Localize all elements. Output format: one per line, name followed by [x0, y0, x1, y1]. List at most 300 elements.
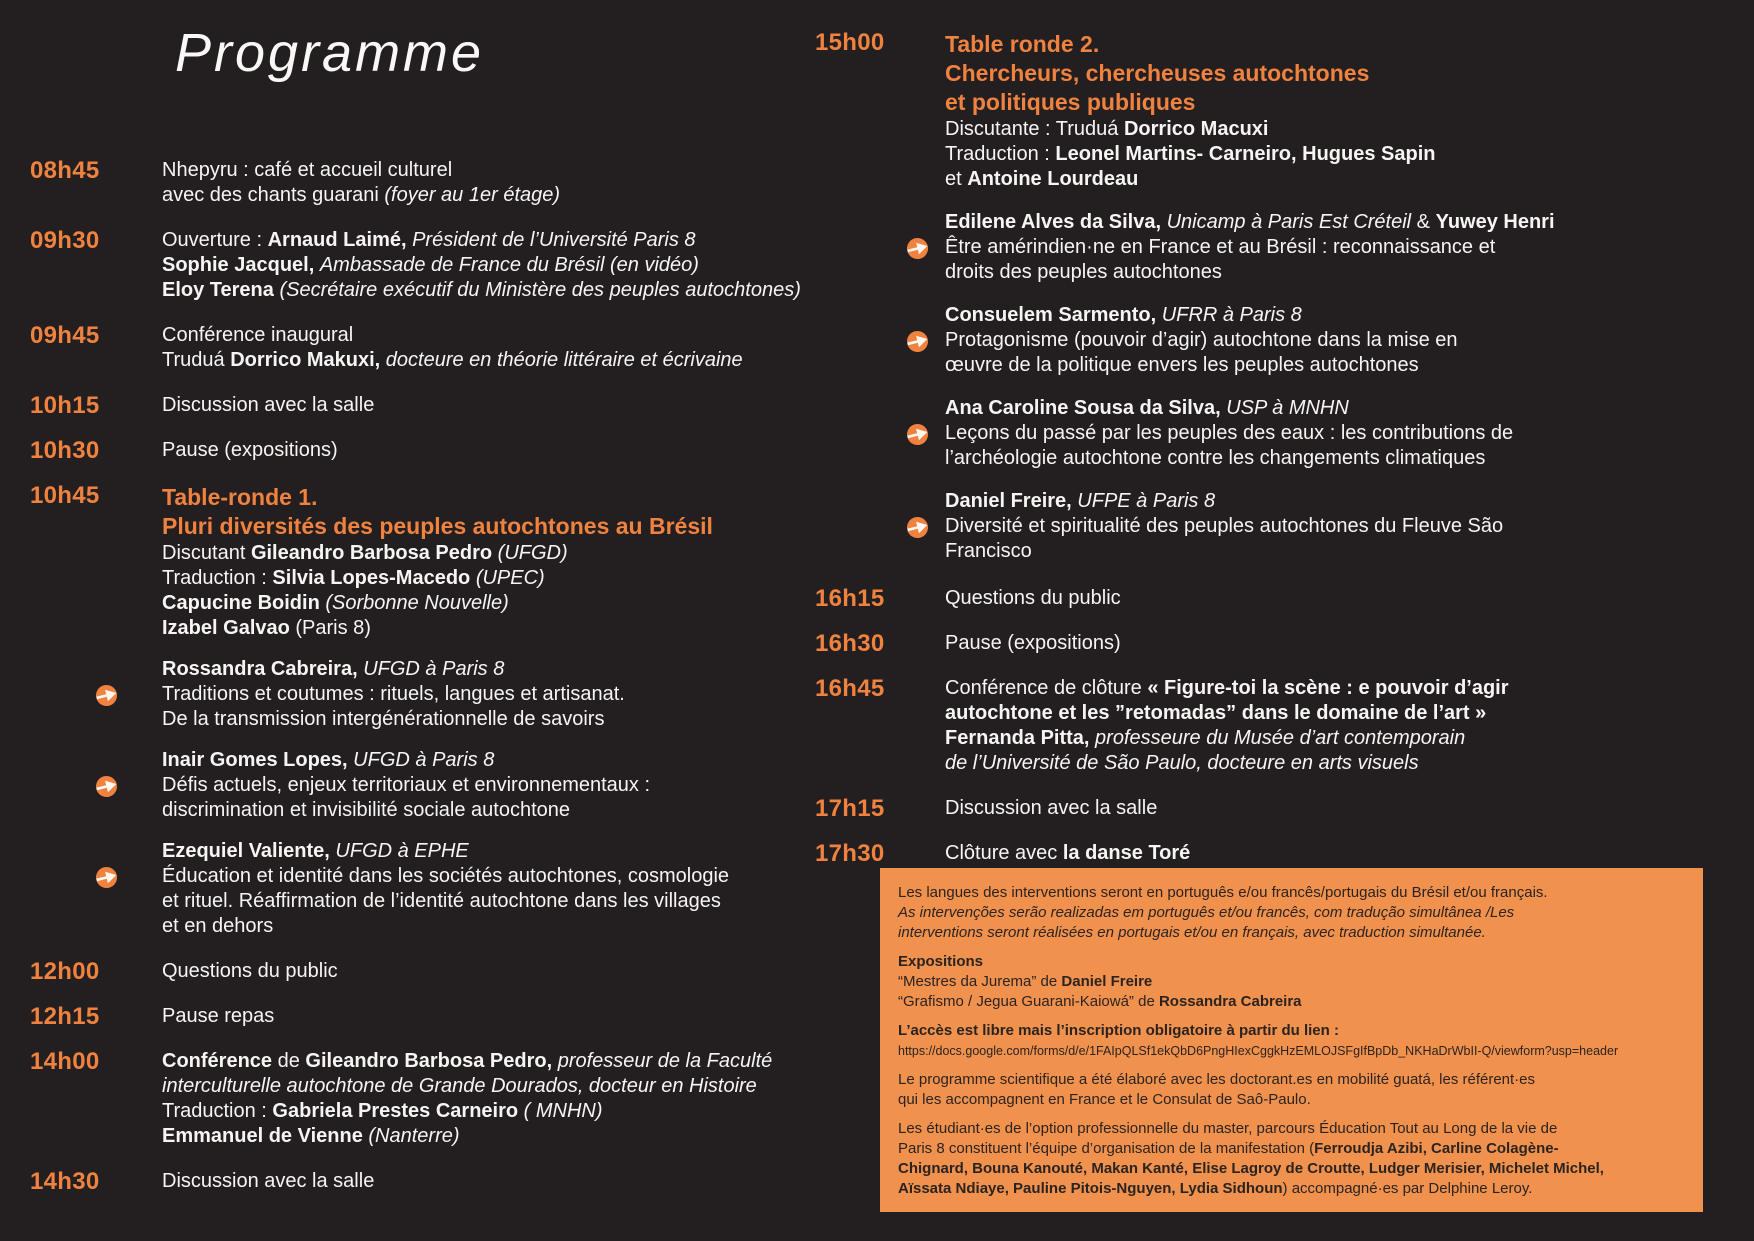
- item-gutter: [30, 1049, 162, 1149]
- text-segment: De la transmission intergénérationnelle de savoirs: [162, 708, 605, 730]
- text-segment: l’archéologie autochtone contre les changements climatiques: [945, 447, 1486, 469]
- text-segment: docteure en théorie littéraire et écrivaine: [385, 349, 743, 371]
- text-segment: Traduction :: [162, 567, 273, 589]
- program-line: [162, 1049, 860, 1074]
- info-paragraph: [898, 952, 1685, 1012]
- schedule-item: [30, 682, 860, 732]
- text-segment: Dorrico Macuxi: [1123, 118, 1269, 140]
- item-content: [945, 586, 1750, 611]
- text-segment: Izabel Galvao: [162, 617, 296, 639]
- schedule-item: [30, 773, 860, 823]
- program-line: [945, 514, 1750, 539]
- schedule-item: [815, 631, 1750, 656]
- item-gutter: [30, 1004, 162, 1029]
- text-segment: Leçons du passé par les peuples des eaux : les contributions de: [945, 422, 1514, 444]
- item-gutter: [815, 30, 945, 192]
- item-gutter: [815, 676, 945, 776]
- item-content: [945, 303, 1750, 328]
- program-line: [162, 393, 860, 418]
- text-segment: professeure du Musée d’art contemporain: [1095, 727, 1466, 749]
- time-label: 15h00: [815, 29, 885, 56]
- schedule-item: [30, 323, 860, 373]
- text-segment: droits des peuples autochtones: [945, 261, 1222, 283]
- time-label: 14h00: [30, 1048, 100, 1075]
- schedule-item: [30, 1049, 860, 1149]
- text-segment: Antoine Lourdeau: [967, 168, 1139, 190]
- text-segment: (Secrétaire exécutif du Ministère des peuples autochtones): [279, 279, 801, 301]
- schedule-item: [30, 864, 860, 939]
- text-segment: L’accès est libre mais l’inscription obligatoire à partir du lien :: [898, 1022, 1339, 1039]
- program-line: [945, 117, 1750, 142]
- text-segment: Discussion avec la salle: [945, 797, 1158, 819]
- item-gutter: [815, 841, 945, 866]
- text-segment: UFGD à Paris 8: [363, 658, 505, 680]
- program-line: [945, 539, 1750, 564]
- text-segment: Fernanda Pitta,: [945, 727, 1096, 749]
- schedule-item: [30, 483, 860, 641]
- text-segment: Clôture avec: [945, 842, 1063, 864]
- text-segment: Unicamp à Paris Est Créteil: [1166, 211, 1417, 233]
- program-line: [162, 1074, 860, 1099]
- program-line: [162, 864, 860, 889]
- text-segment: Ferroudja Azibi, Carline Colagène-: [1314, 1140, 1559, 1157]
- text-segment: Gileandro Barbosa Pedro,: [305, 1050, 558, 1072]
- item-gutter: [30, 438, 162, 463]
- text-segment: UFGD à Paris 8: [353, 749, 495, 771]
- text-segment: Capucine Boidin: [162, 592, 326, 614]
- schedule-item: [815, 676, 1750, 776]
- schedule-item: [815, 586, 1750, 611]
- program-line: [898, 1119, 1685, 1139]
- schedule-item: [30, 748, 860, 773]
- item-content: [945, 631, 1750, 656]
- schedule-item: [30, 1169, 860, 1194]
- text-segment: UFRR à Paris 8: [1161, 304, 1302, 326]
- text-segment: Pause (expositions): [945, 632, 1121, 654]
- program-line: [945, 421, 1750, 446]
- program-line: [898, 1090, 1685, 1110]
- schedule-item: [815, 235, 1750, 285]
- item-content: [162, 959, 860, 984]
- program-line: [898, 992, 1685, 1012]
- item-content: [162, 1004, 860, 1029]
- text-segment: (Paris 8): [295, 617, 371, 639]
- text-segment: qui les accompagnent en France et le Consulat de Saô-Paulo.: [898, 1091, 1311, 1108]
- item-gutter: [815, 328, 945, 378]
- schedule-item: [30, 657, 860, 682]
- program-line: [898, 883, 1685, 903]
- text-segment: Ezequiel Valiente,: [162, 840, 336, 862]
- program-line: [162, 959, 860, 984]
- text-segment: et rituel. Réaffirmation de l’identité autochtone dans les villages: [162, 890, 721, 912]
- text-segment: et: [945, 168, 968, 190]
- text-segment: Discussion avec la salle: [162, 394, 375, 416]
- text-segment: Leonel Martins- Carneiro, Hugues Sapin: [1055, 143, 1436, 165]
- item-gutter: [815, 210, 945, 235]
- text-segment: Conférence: [162, 1050, 278, 1072]
- text-segment: et politiques publiques: [945, 89, 1196, 115]
- text-segment: Questions du public: [162, 960, 338, 982]
- text-segment: “Mestres da Jurema” de: [898, 973, 1062, 990]
- text-segment: Discutant: [162, 542, 251, 564]
- item-gutter: [30, 682, 162, 732]
- text-segment: Traduction :: [162, 1100, 273, 1122]
- text-segment: Discussion avec la salle: [162, 1170, 375, 1192]
- program-line: [162, 657, 860, 682]
- text-segment: Chercheurs, chercheuses autochtones: [945, 60, 1370, 86]
- info-paragraph: [898, 1119, 1685, 1199]
- program-line: [898, 903, 1685, 923]
- schedule-column-afternoon: [815, 30, 1750, 866]
- item-gutter: [30, 657, 162, 682]
- text-segment: interventions seront réalisées en portugais et/ou en français, avec traduction simultanée.: [898, 924, 1486, 941]
- program-line: [945, 726, 1750, 751]
- text-segment: Table ronde 2.: [945, 31, 1100, 57]
- item-content: [162, 438, 860, 463]
- time-label: 10h30: [30, 437, 100, 464]
- curved-arrow-bullet-icon: [93, 864, 121, 892]
- item-gutter: [30, 323, 162, 373]
- text-segment: Président de l’Université Paris 8: [412, 229, 696, 251]
- program-line: [898, 1070, 1685, 1090]
- text-segment: &: [1416, 211, 1436, 233]
- schedule-item: [30, 158, 860, 208]
- program-line: [898, 923, 1685, 943]
- item-content: [945, 210, 1750, 235]
- curved-arrow-bullet-icon: [904, 514, 932, 542]
- text-segment: Inair Gomes Lopes,: [162, 749, 354, 771]
- time-label: 16h30: [815, 630, 885, 657]
- program-line: [162, 228, 860, 253]
- schedule-item: [30, 959, 860, 984]
- text-segment: professeur de la Faculté: [557, 1050, 773, 1072]
- program-line: [945, 631, 1750, 656]
- item-content: [945, 30, 1750, 192]
- program-line: [162, 798, 860, 823]
- time-label: 16h15: [815, 585, 885, 612]
- text-segment: ( MNHN): [523, 1100, 603, 1122]
- text-segment: USP à MNHN: [1226, 397, 1349, 419]
- item-content: [945, 676, 1750, 776]
- time-label: 08h45: [30, 157, 100, 184]
- item-content: [162, 323, 860, 373]
- text-segment: Rossandra Cabreira: [1158, 993, 1302, 1010]
- text-segment: Gileandro Barbosa Pedro: [250, 542, 498, 564]
- section-heading: [162, 512, 860, 541]
- text-segment: et en dehors: [162, 915, 274, 937]
- text-segment: Traduction :: [945, 143, 1056, 165]
- program-line: [162, 889, 860, 914]
- program-line: [162, 1004, 860, 1029]
- text-segment: ) accompagné·es par Delphine Leroy.: [1282, 1180, 1533, 1197]
- program-line: [898, 1021, 1685, 1041]
- text-segment: Diversité et spiritualité des peuples autochtones du Fleuve São: [945, 515, 1504, 537]
- time-label: 16h45: [815, 675, 885, 702]
- item-gutter: [815, 303, 945, 328]
- text-segment: « Figure-toi la scène : e pouvoir d’agir: [1147, 677, 1509, 699]
- section-heading: [945, 59, 1750, 88]
- text-segment: de: [277, 1050, 306, 1072]
- text-segment: de l’Université de São Paulo, docteure en arts visuels: [945, 752, 1419, 774]
- time-label: 14h30: [30, 1168, 100, 1195]
- text-segment: Yuwey Henri: [1435, 211, 1555, 233]
- program-line: [898, 1179, 1685, 1199]
- program-line: [162, 914, 860, 939]
- text-segment: Edilene Alves da Silva,: [945, 211, 1167, 233]
- schedule-item: [815, 796, 1750, 821]
- schedule-column-morning: [30, 158, 860, 1194]
- schedule-item: [30, 228, 860, 303]
- time-label: 09h45: [30, 322, 100, 349]
- time-label: 17h15: [815, 795, 885, 822]
- item-content: [162, 483, 860, 641]
- text-segment: Ouverture :: [162, 229, 268, 251]
- text-segment: Chignard, Bouna Kanouté, Makan Kanté, Elise Lagroy de Croutte, Ludger Merisier, Michelet Michel,: [898, 1160, 1604, 1177]
- program-line: [162, 323, 860, 348]
- program-line: [945, 796, 1750, 821]
- program-line: [945, 586, 1750, 611]
- item-gutter: [30, 393, 162, 418]
- item-gutter: [815, 586, 945, 611]
- program-line: [162, 1169, 860, 1194]
- program-line: [162, 748, 860, 773]
- item-content: [945, 514, 1750, 564]
- program-line: [162, 566, 860, 591]
- text-segment: Francisco: [945, 540, 1032, 562]
- text-segment: discrimination et invisibilité sociale autochtone: [162, 799, 570, 821]
- text-segment: Être amérindien·ne en France et au Brésil : reconnaissance et: [945, 236, 1496, 258]
- text-segment: Ambassade de France du Brésil (en vidéo): [319, 254, 699, 276]
- text-segment: Arnaud Laimé,: [267, 229, 413, 251]
- text-segment: Daniel Freire,: [945, 490, 1078, 512]
- text-segment: Conférence inaugural: [162, 324, 354, 346]
- schedule-item: [30, 1004, 860, 1029]
- schedule-item: [815, 328, 1750, 378]
- program-line: [898, 972, 1685, 992]
- text-segment: Table-ronde 1.: [162, 484, 318, 510]
- program-line: [945, 396, 1750, 421]
- text-segment: Dorrico Makuxi,: [230, 349, 386, 371]
- text-segment: Pause repas: [162, 1005, 275, 1027]
- item-gutter: [815, 489, 945, 514]
- item-content: [162, 393, 860, 418]
- program-line: [945, 353, 1750, 378]
- schedule-item: [815, 421, 1750, 471]
- text-segment: Les langues des interventions seront en português e/ou francês/portugais du Brésil et/ou français.: [898, 884, 1548, 901]
- program-line: [162, 591, 860, 616]
- text-segment: Éducation et identité dans les sociétés autochtones, cosmologie: [162, 865, 730, 887]
- text-segment: Discutante : Truduá: [945, 118, 1124, 140]
- text-segment: la danse Toré: [1062, 842, 1191, 864]
- program-line: [162, 682, 860, 707]
- text-segment: Aïssata Ndiaye, Pauline Pitois-Nguyen, Lydia Sidhoun: [898, 1180, 1283, 1197]
- section-heading: [945, 88, 1750, 117]
- text-segment: Gabriela Prestes Carneiro: [272, 1100, 524, 1122]
- item-gutter: [30, 748, 162, 773]
- text-segment: (UFGD): [497, 542, 568, 564]
- program-line: [945, 210, 1750, 235]
- info-paragraph: [898, 1070, 1685, 1110]
- item-content: [162, 657, 860, 682]
- program-line: [162, 616, 860, 641]
- text-segment: (Nanterre): [368, 1125, 460, 1147]
- program-line: [162, 253, 860, 278]
- item-gutter: [30, 1169, 162, 1194]
- schedule-item: [815, 841, 1750, 866]
- curved-arrow-bullet-icon: [904, 421, 932, 449]
- text-segment: avec des chants guarani: [162, 184, 385, 206]
- text-segment: Questions du public: [945, 587, 1121, 609]
- item-gutter: [30, 864, 162, 939]
- item-content: [162, 228, 860, 303]
- schedule-item: [30, 393, 860, 418]
- item-gutter: [815, 235, 945, 285]
- page-title: Programme: [175, 23, 485, 83]
- program-line: [162, 348, 860, 373]
- item-content: [945, 328, 1750, 378]
- time-label: 17h30: [815, 840, 885, 867]
- text-segment: https://docs.google.com/forms/d/e/1FAIpQLSf1ekQbD6PngHIexCggkHzEMLOJSFgIfBpDb_NKHaDrWbII-Q/viewform?usp=header: [898, 1044, 1619, 1058]
- text-segment: (Sorbonne Nouvelle): [325, 592, 509, 614]
- program-line: [898, 952, 1685, 972]
- info-paragraph: [898, 1021, 1685, 1061]
- program-line: [162, 1124, 860, 1149]
- program-line: [945, 142, 1750, 167]
- item-content: [162, 1169, 860, 1194]
- program-line: [945, 167, 1750, 192]
- item-gutter: [30, 483, 162, 641]
- text-segment: Daniel Freire: [1061, 973, 1153, 990]
- text-segment: interculturelle autochtone de Grande Dourados, docteur en Histoire: [162, 1075, 757, 1097]
- program-line: [162, 1099, 860, 1124]
- curved-arrow-bullet-icon: [93, 773, 121, 801]
- text-segment: Conférence de clôture: [945, 677, 1148, 699]
- item-gutter: [815, 514, 945, 564]
- text-segment: Rossandra Cabreira,: [162, 658, 364, 680]
- text-segment: Consuelem Sarmento,: [945, 304, 1162, 326]
- text-segment: Sophie Jacquel,: [162, 254, 320, 276]
- program-line: [945, 489, 1750, 514]
- program-line: [945, 328, 1750, 353]
- program-line: [898, 1139, 1685, 1159]
- time-label: 10h45: [30, 482, 100, 509]
- text-segment: Expositions: [898, 953, 984, 970]
- schedule-item: [815, 396, 1750, 421]
- program-line: [162, 183, 860, 208]
- program-line: [898, 1159, 1685, 1179]
- program-line: [945, 701, 1750, 726]
- item-gutter: [815, 796, 945, 821]
- schedule-item: [815, 303, 1750, 328]
- program-line: [162, 707, 860, 732]
- item-gutter: [30, 158, 162, 208]
- item-content: [162, 682, 860, 732]
- text-segment: Pause (expositions): [162, 439, 338, 461]
- text-segment: œuvre de la politique envers les peuples autochtones: [945, 354, 1419, 376]
- time-label: 10h15: [30, 392, 100, 419]
- item-content: [945, 235, 1750, 285]
- text-segment: Truduá: [162, 349, 231, 371]
- item-content: [945, 396, 1750, 421]
- text-segment: UFGD à EPHE: [335, 840, 469, 862]
- item-content: [162, 158, 860, 208]
- program-line: [945, 751, 1750, 776]
- section-heading: [162, 483, 860, 512]
- schedule-item: [30, 438, 860, 463]
- program-line: [162, 158, 860, 183]
- program-line: [945, 260, 1750, 285]
- text-segment: Eloy Terena: [162, 279, 280, 301]
- curved-arrow-bullet-icon: [904, 235, 932, 263]
- item-content: [945, 796, 1750, 821]
- text-segment: Défis actuels, enjeux territoriaux et environnementaux :: [162, 774, 651, 796]
- item-content: [162, 748, 860, 773]
- schedule-item: [30, 839, 860, 864]
- program-line: [945, 446, 1750, 471]
- program-line: [162, 541, 860, 566]
- program-line: [945, 303, 1750, 328]
- registration-link[interactable]: [898, 1041, 1685, 1061]
- text-segment: autochtone et les ”retomadas” dans le domaine de l’art »: [945, 702, 1487, 724]
- item-content: [162, 1049, 860, 1149]
- text-segment: Nhepyru : café et accueil culturel: [162, 159, 453, 181]
- schedule-item: [815, 489, 1750, 514]
- program-line: [162, 839, 860, 864]
- program-line: [945, 841, 1750, 866]
- info-paragraph: [898, 883, 1685, 943]
- text-segment: Protagonisme (pouvoir d’agir) autochtone dans la mise en: [945, 329, 1458, 351]
- schedule-item: [815, 210, 1750, 235]
- time-label: 09h30: [30, 227, 100, 254]
- text-segment: Les étudiant·es de l’option professionnelle du master, parcours Éducation Tout au Long de la vie de: [898, 1120, 1558, 1137]
- time-label: 12h00: [30, 958, 100, 985]
- text-segment: (foyer au 1er étage): [384, 184, 561, 206]
- item-content: [945, 489, 1750, 514]
- item-gutter: [815, 631, 945, 656]
- program-line: [945, 235, 1750, 260]
- program-line: [162, 438, 860, 463]
- text-segment: Traditions et coutumes : rituels, langues et artisanat.: [162, 683, 625, 705]
- item-content: [945, 421, 1750, 471]
- item-content: [945, 841, 1750, 866]
- text-segment: Ana Caroline Sousa da Silva,: [945, 397, 1227, 419]
- item-content: [162, 839, 860, 864]
- program-line: [162, 278, 860, 303]
- curved-arrow-bullet-icon: [93, 682, 121, 710]
- section-heading: [945, 30, 1750, 59]
- text-segment: “Grafismo / Jegua Guarani-Kaiowá” de: [898, 993, 1159, 1010]
- text-segment: Pluri diversités des peuples autochtones au Brésil: [162, 513, 713, 539]
- text-segment: Paris 8 constituent l’équipe d’organisation de la manifestation (: [898, 1140, 1315, 1157]
- text-segment: UFPE à Paris 8: [1077, 490, 1216, 512]
- item-gutter: [30, 773, 162, 823]
- item-content: [162, 773, 860, 823]
- item-gutter: [30, 959, 162, 984]
- info-box: [880, 868, 1703, 1212]
- item-gutter: [815, 421, 945, 471]
- text-segment: (UPEC): [475, 567, 545, 589]
- item-gutter: [815, 396, 945, 421]
- text-segment: As intervenções serão realizadas em português et/ou francês, com tradução simultânea /Les: [898, 904, 1515, 921]
- time-label: 12h15: [30, 1003, 100, 1030]
- item-content: [162, 864, 860, 939]
- schedule-item: [815, 30, 1750, 192]
- text-segment: Silvia Lopes-Macedo: [272, 567, 476, 589]
- program-line: [945, 676, 1750, 701]
- text-segment: Emmanuel de Vienne: [162, 1125, 369, 1147]
- text-segment: Le programme scientifique a été élaboré avec les doctorant.es en mobilité guatá, les référent·es: [898, 1071, 1536, 1088]
- item-gutter: [30, 839, 162, 864]
